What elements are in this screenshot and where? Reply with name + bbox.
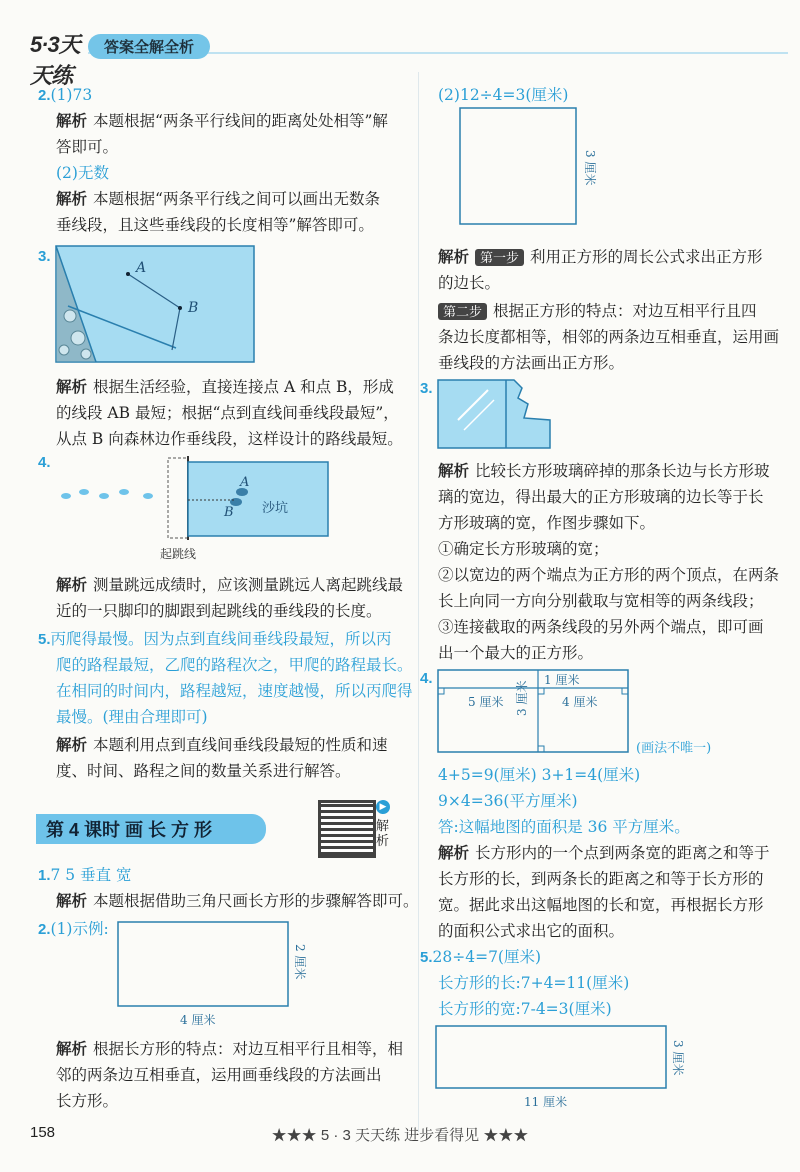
q5-analysis-2: 度、时间、路程之间的数量关系进行解答。 bbox=[56, 762, 351, 780]
q2-part2: (2)无数 bbox=[56, 164, 109, 182]
q5-answer-3: 在相同的时间内，路程越短，速度越慢，所以丙爬得 bbox=[56, 682, 413, 700]
point-b-label: B bbox=[188, 300, 199, 316]
square-3cm-diagram bbox=[460, 108, 620, 232]
r-q2-part2: (2)12÷4=3(厘米) bbox=[438, 86, 569, 104]
r-q5-height-label: 3 厘米 bbox=[671, 1040, 685, 1076]
q4-analysis-2: 近的一只脚印的脚跟到起跳线的垂线段的长度。 bbox=[56, 602, 382, 620]
qr-caption: 解析 bbox=[376, 818, 390, 848]
rectangle-4x2-diagram bbox=[118, 922, 318, 1026]
r-q5-width-label: 11 厘米 bbox=[524, 1095, 568, 1109]
r-question-4-number: 4. bbox=[420, 670, 433, 687]
q5-analysis-1: 解析 本题利用点到直线间垂线段最短的性质和速 bbox=[56, 736, 388, 754]
lesson4-q1-analysis: 解析 本题根据借助三角尺画长方形的步骤解答即可。 bbox=[56, 892, 419, 910]
question-5: 5.丙爬得最慢。因为点到直线间垂线段最短，所以丙 bbox=[38, 630, 392, 648]
page-number: 158 bbox=[30, 1124, 56, 1141]
lesson4-question-1: 1.7 5 垂直 宽 bbox=[38, 866, 132, 884]
lesson-title: 第 4 课时 画 长 方 形 bbox=[46, 820, 213, 840]
question-3-number: 3. bbox=[38, 248, 51, 265]
width-label: 4 厘米 bbox=[180, 1013, 216, 1027]
long-jump-diagram bbox=[56, 456, 336, 560]
r-q5-width: 长方形的宽:7-4=3(厘米) bbox=[438, 1000, 612, 1018]
q4-analysis-1: 解析 测量跳远成绩时，应该测量跳远人离起跳线最 bbox=[56, 576, 404, 594]
square-side-label: 3 厘米 bbox=[583, 150, 597, 186]
column-divider bbox=[418, 72, 419, 1132]
play-icon: ▶ bbox=[376, 800, 390, 814]
brand-logo: 5·3天天练 bbox=[30, 32, 80, 88]
map-rectangle-diagram bbox=[438, 670, 778, 760]
label-3cm: 3 厘米 bbox=[515, 680, 529, 716]
q2-analysis-2-cont: 垂线段，且这些垂线段的长度相等”解答即可。 bbox=[56, 216, 374, 234]
r-q2-analysis-2b: 条边长度都相等，相邻的两条边互相垂直，运用画 bbox=[438, 328, 780, 346]
sand-pit-label: 沙坑 bbox=[262, 501, 289, 516]
lesson4-q2-analysis-2: 邻的两条边互相垂直，运用画垂线段的方法画出 bbox=[56, 1066, 382, 1084]
footprint-a-label: A bbox=[240, 475, 250, 490]
lesson4-q2-analysis-1: 解析 根据长方形的特点：对边互相平行且相等，相 bbox=[56, 1040, 404, 1058]
q2-analysis-1-cont: 答即可。 bbox=[56, 138, 119, 156]
r-q2-analysis-2: 第二步 根据正方形的特点：对边互相平行且四 bbox=[438, 298, 757, 325]
r-q4-answer: 答:这幅地图的面积是 36 平方厘米。 bbox=[438, 818, 690, 836]
r-q3-step-2: ②以宽边的两个端点为正方形的两个顶点，在两条 bbox=[438, 566, 780, 584]
r-q4-analysis-2: 长方形的长，到两条长的距离之和等于长方形的 bbox=[438, 870, 764, 888]
r-q4-calc-2: 9×4=36(平方厘米) bbox=[438, 792, 578, 810]
r-question-3-number: 3. bbox=[420, 380, 433, 397]
q3-analysis-3: 从点 B 向森林边作垂线段，这样设计的路线最短。 bbox=[56, 430, 403, 448]
forest-path-diagram bbox=[56, 246, 256, 364]
q3-analysis-2: 的线段 AB 最短；根据“点到直线间垂线段最短”， bbox=[56, 404, 399, 422]
lesson4-question-2: 2.(1)示例: bbox=[38, 920, 109, 938]
r-q3-step-3: ③连接截取的两条线段的另外两个端点，即可画 bbox=[438, 618, 764, 636]
label-4cm: 4 厘米 bbox=[562, 695, 598, 709]
q5-answer-2: 爬的路程最短，乙爬的路程次之，甲爬的路程最长。 bbox=[56, 656, 413, 674]
q3-analysis-1: 解析 根据生活经验，直接连接点 A 和点 B，形成 bbox=[56, 378, 394, 396]
r-q4-calc-1: 4+5=9(厘米) 3+1=4(厘米) bbox=[438, 766, 641, 784]
r-q5-length: 长方形的长:7+4=11(厘米) bbox=[438, 974, 630, 992]
r-q4-analysis-4: 的面积公式求出它的面积。 bbox=[438, 922, 625, 940]
r-q4-analysis-3: 宽。据此求出这幅地图的长和宽，再根据长方形 bbox=[438, 896, 764, 914]
r-question-5: 5.28÷4=7(厘米) bbox=[420, 948, 542, 966]
broken-glass-diagram bbox=[438, 380, 558, 452]
r-q3-step-1: ①确定长方形玻璃的宽； bbox=[438, 540, 609, 558]
q2-analysis-1: 解析 本题根据“两条平行线间的距离处处相等”解 bbox=[56, 112, 388, 130]
qr-code[interactable] bbox=[318, 800, 376, 858]
r-q3-step-2b: 长上向同一方向分别截取与宽相等的两条线段； bbox=[438, 592, 764, 610]
q5-answer-4: 最慢。(理由合理即可) bbox=[56, 708, 208, 726]
footprint-b-label: B bbox=[224, 505, 234, 520]
r-q2-analysis-2c: 垂线段的方法画出正方形。 bbox=[438, 354, 625, 372]
method-note: (画法不唯一) bbox=[636, 741, 712, 756]
r-q2-analysis-1-cont: 的边长。 bbox=[438, 274, 501, 292]
question-4-number: 4. bbox=[38, 454, 51, 471]
r-q2-analysis-1: 解析 第一步 利用正方形的周长公式求出正方形 bbox=[438, 248, 763, 266]
header-title: 答案全解全析 bbox=[88, 34, 210, 59]
point-a-label: A bbox=[136, 260, 147, 276]
q2-analysis-2: 解析 本题根据“两条平行线之间可以画出无数条 bbox=[56, 190, 380, 208]
question-2: 2.(1)73 bbox=[38, 86, 93, 104]
takeoff-line-label: 起跳线 bbox=[160, 547, 197, 561]
r-q3-analysis-3: 方形玻璃的宽，作图步骤如下。 bbox=[438, 514, 656, 532]
r-q3-analysis-1: 解析 比较长方形玻璃碎掉的那条长边与长方形玻 bbox=[438, 462, 770, 480]
label-1cm: 1 厘米 bbox=[544, 673, 580, 687]
lesson4-q2-analysis-3: 长方形。 bbox=[56, 1092, 119, 1110]
r-q3-step-3b: 出一个最大的正方形。 bbox=[438, 644, 594, 662]
height-label: 2 厘米 bbox=[293, 944, 307, 980]
r-q4-analysis-1: 解析 长方形内的一个点到两条宽的距离之和等于 bbox=[438, 844, 770, 862]
footer-slogan: ★★★ 5 · 3 天天练 进步看得见 ★★★ bbox=[271, 1127, 529, 1144]
r-q3-analysis-2: 璃的宽边，得出最大的正方形玻璃的边长等于长 bbox=[438, 488, 764, 506]
label-5cm: 5 厘米 bbox=[468, 695, 504, 709]
rectangle-11x3-diagram bbox=[436, 1026, 696, 1110]
